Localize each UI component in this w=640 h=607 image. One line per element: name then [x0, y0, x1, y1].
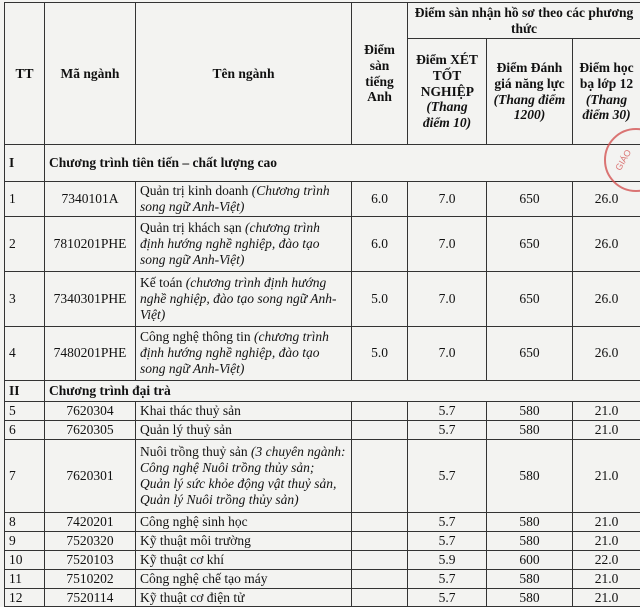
row-danh-gia: 580 — [487, 439, 573, 512]
row-code: 7620304 — [45, 401, 136, 420]
row-name-text: Công nghệ sinh học — [140, 514, 248, 529]
row-name-text: Công nghệ thông tin — [140, 329, 251, 344]
row-tot-nghiep: 5.7 — [408, 569, 487, 588]
row-eng: 5.0 — [352, 271, 408, 326]
section-row — [5, 145, 640, 182]
row-eng — [352, 550, 408, 569]
header-diem-san-tieng-anh: Điểm sàn tiếng Anh — [352, 3, 408, 145]
row-danh-gia: 580 — [487, 401, 573, 420]
section-number: I — [5, 145, 45, 182]
header-ma-nganh: Mã ngành — [45, 3, 136, 145]
row-code: 7620301 — [45, 439, 136, 512]
row-hoc-ba: 21.0 — [573, 439, 640, 512]
row-eng: 5.0 — [352, 326, 408, 380]
row-name-text: Nuôi trồng thuỷ sản — [140, 444, 248, 459]
row-tot-nghiep: 5.7 — [408, 439, 487, 512]
table-row — [5, 512, 640, 531]
row-hoc-ba: 26.0 — [573, 216, 640, 271]
row-tt: 7 — [5, 439, 45, 512]
stamp-text: GIÁO — [613, 148, 633, 172]
row-code: 7340101A — [45, 182, 136, 217]
row-name-text: Kỹ thuật môi trường — [140, 533, 251, 548]
row-name — [136, 588, 352, 607]
row-name — [136, 216, 352, 271]
table-row — [5, 271, 640, 326]
row-name — [136, 401, 352, 420]
row-tt: 12 — [5, 588, 45, 607]
row-eng — [352, 588, 408, 607]
table-row — [5, 531, 640, 550]
header-tt: TT — [5, 3, 45, 145]
row-tot-nghiep: 7.0 — [408, 182, 487, 217]
table-row — [5, 401, 640, 420]
row-danh-gia: 650 — [487, 326, 573, 380]
row-hoc-ba: 26.0 — [573, 182, 640, 217]
row-danh-gia: 600 — [487, 550, 573, 569]
row-name-note: (Chương trình song ngữ Anh-Việt) — [140, 183, 330, 214]
row-hoc-ba: 26.0 — [573, 271, 640, 326]
row-code: 7620305 — [45, 420, 136, 439]
row-eng: 6.0 — [352, 216, 408, 271]
row-code: 7480201PHE — [45, 326, 136, 380]
row-tt: 11 — [5, 569, 45, 588]
row-name-text: Kế toán — [140, 275, 182, 290]
header-col-xet-tot-nghiep-note: (Thang điểm 10) — [423, 99, 471, 130]
row-tt: 4 — [5, 326, 45, 380]
row-name — [136, 569, 352, 588]
row-tt: 9 — [5, 531, 45, 550]
row-name-note: (chương trình định hướng nghề nghiệp, đào tạo song ngữ Anh-Việt) — [140, 220, 320, 267]
table-row — [5, 550, 640, 569]
table-row — [5, 326, 640, 380]
row-danh-gia: 650 — [487, 216, 573, 271]
row-eng — [352, 512, 408, 531]
row-code: 7810201PHE — [45, 216, 136, 271]
row-tt: 1 — [5, 182, 45, 217]
row-tt: 8 — [5, 512, 45, 531]
section-number: II — [5, 380, 45, 401]
header-col-hoc-ba-label: Điểm học bạ lớp 12 — [579, 60, 633, 91]
header-col-hoc-ba-note: (Thang điểm 30) — [582, 92, 630, 123]
row-tot-nghiep: 5.7 — [408, 588, 487, 607]
row-hoc-ba: 22.0 — [573, 550, 640, 569]
row-code: 7510202 — [45, 569, 136, 588]
row-eng — [352, 531, 408, 550]
row-code: 7520103 — [45, 550, 136, 569]
row-name-note: (chương trình định hướng nghề nghiệp, đào tạo song ngữ Anh-Việt) — [140, 275, 336, 322]
row-danh-gia: 580 — [487, 531, 573, 550]
row-name-text: Công nghệ chế tạo máy — [140, 571, 267, 586]
row-name — [136, 550, 352, 569]
row-tot-nghiep: 5.9 — [408, 550, 487, 569]
row-name-text: Quản trị khách sạn — [140, 220, 242, 235]
row-name — [136, 439, 352, 512]
row-name-text: Quản lý thuỷ sản — [140, 422, 232, 437]
row-hoc-ba: 21.0 — [573, 531, 640, 550]
table-row — [5, 588, 640, 607]
table-row — [5, 216, 640, 271]
row-danh-gia: 580 — [487, 512, 573, 531]
row-eng — [352, 569, 408, 588]
row-eng — [352, 401, 408, 420]
header-col-danh-gia — [487, 39, 573, 145]
row-hoc-ba: 21.0 — [573, 401, 640, 420]
row-tot-nghiep: 7.0 — [408, 271, 487, 326]
row-name — [136, 420, 352, 439]
row-eng — [352, 420, 408, 439]
row-tt: 10 — [5, 550, 45, 569]
admission-score-table — [4, 2, 640, 607]
row-code: 7520114 — [45, 588, 136, 607]
row-tt: 5 — [5, 401, 45, 420]
row-tot-nghiep: 7.0 — [408, 216, 487, 271]
header-col-danh-gia-note: (Thang điểm 1200) — [494, 92, 566, 123]
row-name — [136, 182, 352, 217]
row-danh-gia: 650 — [487, 182, 573, 217]
section-row — [5, 380, 640, 401]
row-hoc-ba: 26.0 — [573, 326, 640, 380]
row-tot-nghiep: 5.7 — [408, 401, 487, 420]
row-eng — [352, 439, 408, 512]
row-tot-nghiep: 5.7 — [408, 531, 487, 550]
row-name-text: Khai thác thuỷ sản — [140, 403, 241, 418]
section-title: Chương trình đại trà — [45, 380, 640, 401]
row-code: 7420201 — [45, 512, 136, 531]
header-col-xet-tot-nghiep-label: Điểm XÉT TỐT NGHIỆP — [416, 52, 478, 99]
row-tot-nghiep: 7.0 — [408, 326, 487, 380]
row-name-note: (3 chuyên ngành: Công nghệ Nuôi trồng thủy sản; Quản lý sức khỏe động vật thuỷ sản, Quản lý Nuôi trồng thủy sản) — [140, 444, 345, 507]
table-row — [5, 569, 640, 588]
row-code: 7340301PHE — [45, 271, 136, 326]
row-hoc-ba: 21.0 — [573, 569, 640, 588]
row-tot-nghiep: 5.7 — [408, 512, 487, 531]
row-hoc-ba: 21.0 — [573, 420, 640, 439]
row-danh-gia: 580 — [487, 569, 573, 588]
row-name — [136, 326, 352, 380]
row-name-note: (chương trình định hướng nghề nghiệp, đào tạo song ngữ Anh-Việt) — [140, 329, 329, 376]
row-danh-gia: 580 — [487, 420, 573, 439]
section-title: Chương trình tiên tiến – chất lượng cao — [45, 145, 640, 182]
row-danh-gia: 650 — [487, 271, 573, 326]
row-tt: 2 — [5, 216, 45, 271]
row-tt: 6 — [5, 420, 45, 439]
row-danh-gia: 580 — [487, 588, 573, 607]
row-name-text: Quản trị kinh doanh — [140, 183, 248, 198]
row-name-text: Kỹ thuật cơ điện tử — [140, 590, 244, 605]
row-eng: 6.0 — [352, 182, 408, 217]
header-col-xet-tot-nghiep — [408, 39, 487, 145]
header-ten-nganh: Tên ngành — [136, 3, 352, 145]
row-hoc-ba: 21.0 — [573, 588, 640, 607]
table-row — [5, 182, 640, 217]
header-group-title: Điểm sàn nhận hồ sơ theo các phương thức — [408, 3, 640, 39]
row-tot-nghiep: 5.7 — [408, 420, 487, 439]
row-name — [136, 512, 352, 531]
row-name — [136, 271, 352, 326]
table-row — [5, 420, 640, 439]
table-row — [5, 439, 640, 512]
header-col-danh-gia-label: Điểm Đánh giá năng lực — [494, 60, 564, 91]
row-name — [136, 531, 352, 550]
row-code: 7520320 — [45, 531, 136, 550]
row-tt: 3 — [5, 271, 45, 326]
row-name-text: Kỹ thuật cơ khí — [140, 552, 224, 567]
row-hoc-ba: 21.0 — [573, 512, 640, 531]
